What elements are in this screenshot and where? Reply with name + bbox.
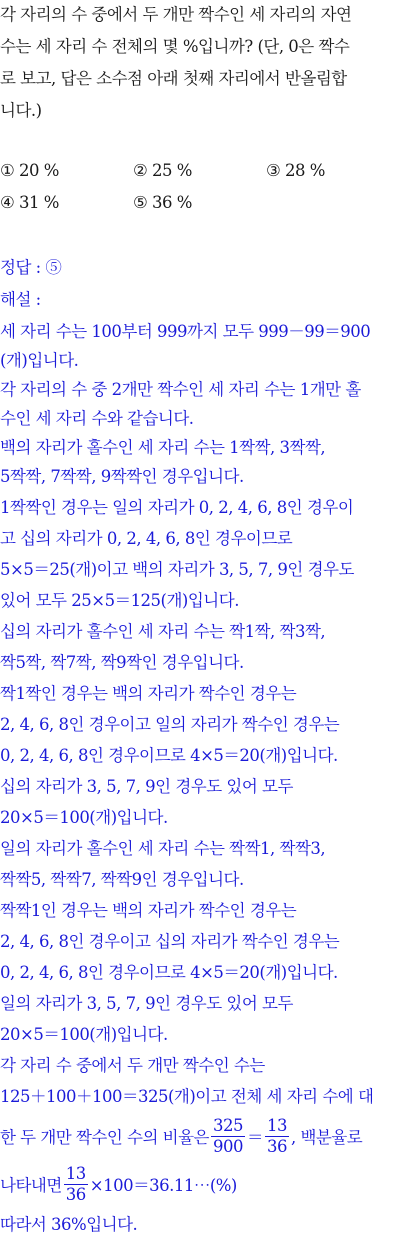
explanation-line: 십의 자리가 3, 5, 7, 9인 경우도 있어 모두 <box>0 777 293 796</box>
explanation-line: 짝1짝인 경우는 백의 자리가 짝수인 경우는 <box>0 684 297 703</box>
option-1[interactable]: ① 20 % <box>0 161 59 180</box>
option-2[interactable]: ② 25 % <box>133 161 192 180</box>
explanation-line: 세 자리 수는 100부터 999까지 모두 999－99＝900 <box>0 322 371 341</box>
explanation-line: 125＋100＋100＝325(개)이고 전체 세 자리 수에 대 <box>0 1087 374 1106</box>
explanation-line: 20×5＝100(개)입니다. <box>0 1025 168 1044</box>
explanation-line: 2, 4, 6, 8인 경우이고 일의 자리가 짝수인 경우는 <box>0 715 340 734</box>
equals-sign: ＝ <box>247 1128 263 1147</box>
fraction-13-36 <box>64 1164 88 1205</box>
percent-suffix: ×100＝36.11⋯(%) <box>89 1176 237 1195</box>
fraction-denominator: 36 <box>65 1184 86 1204</box>
explanation-line: 있어 모두 25×5＝125(개)입니다. <box>0 591 239 610</box>
option-3[interactable]: ③ 28 % <box>266 161 325 180</box>
answer-label: 정답 : ⑤ <box>0 258 62 277</box>
percent-prefix: 나타내면 <box>0 1176 62 1195</box>
option-5[interactable]: ⑤ 36 % <box>133 193 192 212</box>
explanation-line: 고 십의 자리가 0, 2, 4, 6, 8인 경우이므로 <box>0 529 293 548</box>
explanation-line: 0, 2, 4, 6, 8인 경우이므로 4×5＝20(개)입니다. <box>0 746 338 765</box>
explanation-line: 1짝짝인 경우는 일의 자리가 0, 2, 4, 6, 8인 경우이 <box>0 498 354 517</box>
fraction-denominator: 900 <box>213 1136 243 1156</box>
question-line: 니다.) <box>0 101 42 120</box>
explanation-line: 짝5짝, 짝7짝, 짝9짝인 경우입니다. <box>0 653 244 672</box>
explanation-line: 수인 세 자리 수와 같습니다. <box>0 409 194 428</box>
explanation-line: 백의 자리가 홀수인 세 자리 수는 1짝짝, 3짝짝, <box>0 438 326 457</box>
explanation-line: 짝짝1인 경우는 백의 자리가 짝수인 경우는 <box>0 901 297 920</box>
question-line: 수는 세 자리 수 전체의 몇 %입니까? (단, 0은 짝수 <box>0 37 350 56</box>
ratio-line <box>0 1114 362 1158</box>
fraction-numerator: 13 <box>267 1115 287 1135</box>
fraction-denominator: 36 <box>267 1136 287 1156</box>
final-answer-line: 따라서 36%입니다. <box>0 1215 138 1234</box>
explanation-label: 해설 : <box>0 290 41 309</box>
explanation-line: 5짝짝, 7짝짝, 9짝짝인 경우입니다. <box>0 467 244 486</box>
explanation-line: 짝짝5, 짝짝7, 짝짝9인 경우입니다. <box>0 870 244 889</box>
explanation-line: 각 자리 수 중에서 두 개만 짝수인 수는 <box>0 1056 265 1075</box>
explanation-line: 20×5＝100(개)입니다. <box>0 808 168 827</box>
ratio-suffix: , 백분율로 <box>291 1128 363 1147</box>
fraction-325-900 <box>211 1116 245 1157</box>
explanation-line: 5×5＝25(개)이고 백의 자리가 3, 5, 7, 9인 경우도 <box>0 560 354 579</box>
explanation-line: 일의 자리가 홀수인 세 자리 수는 짝짝1, 짝짝3, <box>0 839 326 858</box>
option-4[interactable]: ④ 31 % <box>0 193 59 212</box>
question-line: 로 보고, 답은 소수점 아래 첫째 자리에서 반올림합 <box>0 69 347 88</box>
fraction-numerator: 13 <box>65 1163 86 1183</box>
explanation-line: 0, 2, 4, 6, 8인 경우이므로 4×5＝20(개)입니다. <box>0 963 338 982</box>
explanation-line: 각 자리의 수 중 2개만 짝수인 세 자리 수는 1개만 홀 <box>0 380 361 399</box>
fraction-numerator: 325 <box>213 1115 243 1135</box>
explanation-line: (개)입니다. <box>0 351 79 370</box>
ratio-prefix: 한 두 개만 짝수인 수의 비율은 <box>0 1128 209 1147</box>
explanation-line: 일의 자리가 3, 5, 7, 9인 경우도 있어 모두 <box>0 994 293 1013</box>
question-line: 각 자리의 수 중에서 두 개만 짝수인 세 자리의 자연 <box>0 5 352 24</box>
explanation-line: 2, 4, 6, 8인 경우이고 십의 자리가 짝수인 경우는 <box>0 932 340 951</box>
percent-line <box>0 1162 237 1206</box>
fraction-13-36 <box>265 1116 289 1157</box>
explanation-line: 십의 자리가 홀수인 세 자리 수는 짝1짝, 짝3짝, <box>0 622 326 641</box>
